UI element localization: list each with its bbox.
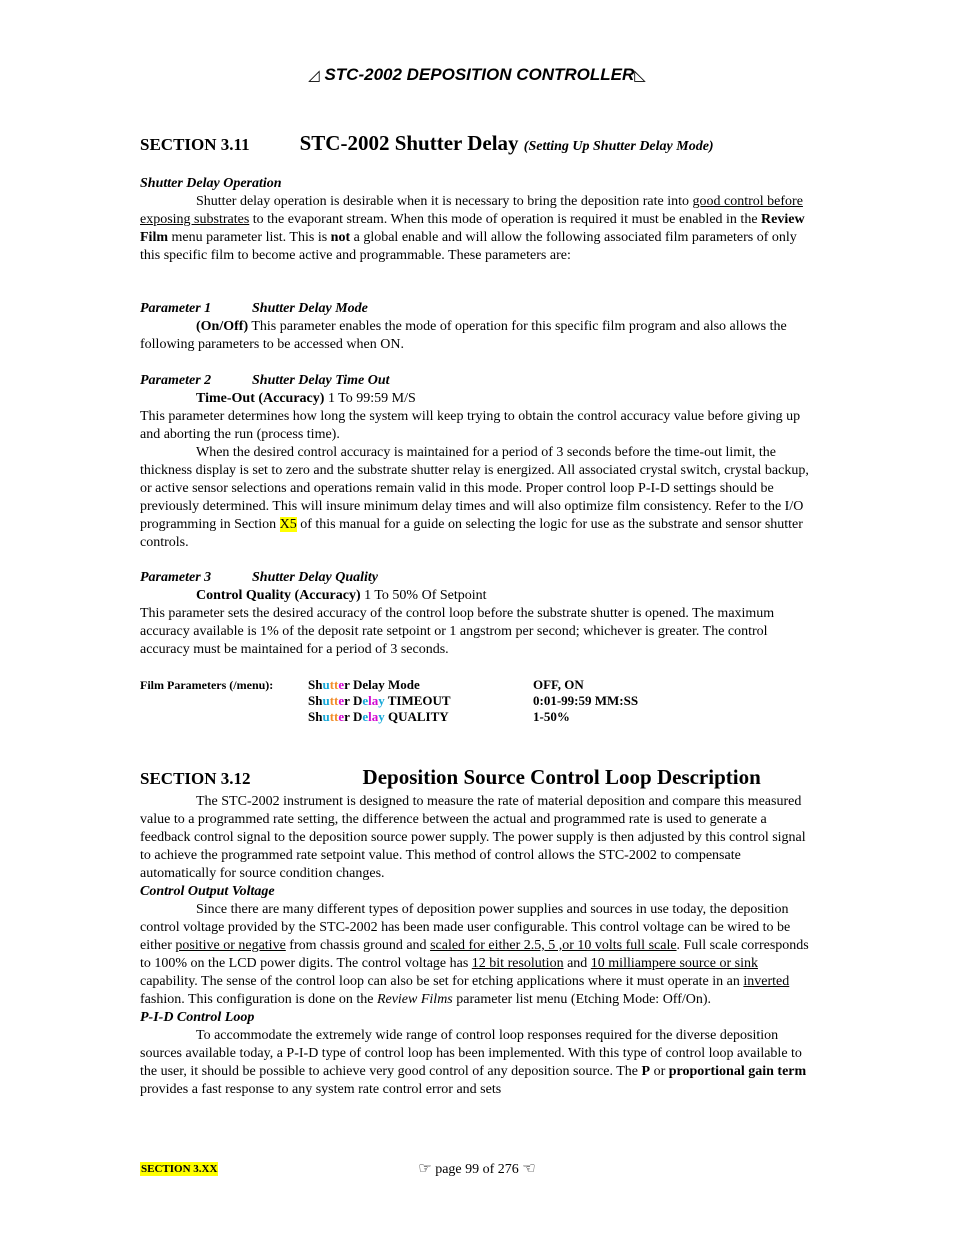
pointing-right-icon: ☞ (418, 1161, 432, 1177)
parameter-heading: Parameter 3 Shutter Delay Quality (140, 570, 379, 585)
subheading: Control Output Voltage (140, 884, 275, 899)
table-row (140, 709, 733, 725)
subheading: Shutter Delay Operation (140, 176, 282, 191)
pointing-left-icon: ☜ (522, 1161, 536, 1177)
section-3-12-body (140, 793, 812, 1099)
film-parameters-table (140, 677, 733, 725)
page-header (0, 66, 954, 85)
pencil-right-icon: ◺ (634, 67, 646, 84)
parameter-2 (140, 372, 812, 552)
shutter-delay-operation (140, 175, 812, 265)
paragraph: Shutter delay operation is desirable when it is necessary to bring the deposition rate into good control before exposing substrates to the evaporant stream. When this mode of operation is required it must be enabled in the Review Film menu parameter list. This is not a global enable and will allow the following associated film parameters of only this specific film to become active and programmable. These parameters are: (140, 194, 805, 263)
table-row (140, 693, 733, 709)
paragraph: When the desired control accuracy is maintained for a period of 3 seconds before the time-out limit, the thickness display is set to zero and the substrate shutter relay is energized. All associated crystal switch, crystal backup, or active sensor selections and operations remain valid in this mode. Proper control loop P-I-D settings should be previously determined. This will insure minimum delay times and will also optimize film consistency. Refer to the I/O programming in Section X5 of this manual for a guide on selecting the logic for use as the substrate and sensor shutter controls. (140, 445, 809, 550)
paragraph: (On/Off) This parameter enables the mode of operation for this specific film program and also allows the following parameters to be accessed when ON. (140, 319, 787, 352)
paragraph: This parameter sets the desired accuracy of the control loop before the substrate shutter is opened. The maximum accuracy available is 1% of the deposit rate setpoint or 1 angstrom per second; whichever is greater. The control accuracy must be maintained for a period of 3 seconds. (140, 606, 775, 657)
parameter-range: Time-Out (Accuracy) 1 To 99:59 M/S (196, 391, 416, 406)
section-title: Deposition Source Control Loop Description (362, 765, 761, 789)
section-3-12-heading (140, 765, 812, 790)
footer-page-number (0, 1160, 954, 1179)
parameter-value: 1-50% (533, 709, 570, 724)
parameter-3 (140, 569, 812, 659)
parameter-value: 0:01-99:59 MM:SS (533, 693, 639, 708)
paragraph: This parameter determines how long the system will keep trying to obtain the control accuracy value before giving up and aborting the run (process time). (140, 409, 801, 442)
paragraph: The STC-2002 instrument is designed to measure the rate of material deposition and compare this measured value to a programmed rate setting, the difference between the actual and programmed rate is used to generate a feedback control signal to the deposition source power supply. The power supply is then adjusted by this control signal to achieve the programmed rate setpoint value. This method of control allows the STC-2002 to compensate automatically for source condition changes. (140, 794, 806, 881)
header-title: STC-2002 DEPOSITION CONTROLLER (324, 65, 635, 84)
parameter-name: Shutter Delay Mode (308, 677, 420, 692)
section-3-11-heading (140, 131, 812, 156)
table-row (140, 677, 733, 693)
parameter-heading: Parameter 2 Shutter Delay Time Out (140, 373, 390, 388)
section-title: STC-2002 Shutter Delay (299, 131, 524, 155)
paragraph: To accommodate the extremely wide range of control loop responses required for the diverse deposition sources available today, a P-I-D type of control loop has been implemented. With this type of control loop available to the user, it should be possible to achieve very good control of any deposition source. The P or proportional gain term provides a fast response to any system rate control error and sets (140, 1028, 807, 1097)
page-number-text: page 99 of 276 (431, 1162, 523, 1177)
parameter-name: Shutter Delay QUALITY (308, 709, 449, 724)
parameter-heading: Parameter 1 Shutter Delay Mode (140, 301, 368, 316)
subheading: P-I-D Control Loop (140, 1010, 255, 1025)
section-subtitle: (Setting Up Shutter Delay Mode) (523, 139, 714, 154)
paragraph: Since there are many different types of deposition power supplies and sources in use today, the deposition control voltage provided by the STC-2002 has been made user configurable. This control voltage can be wired to be either positive or negative from chassis ground and scaled for either 2.5, 5 ,or 10 volts full scale. Full scale corresponds to 100% on the LCD power digits. The control voltage has 12 bit resolution and 10 milliampere source or sink capability. The sense of the control loop can also be set for etching applications where it must operate in an inverted fashion. This configuration is done on the Review Films parameter list menu (Etching Mode: Off/On). (140, 902, 809, 1007)
pencil-left-icon: ◿ (308, 67, 320, 84)
film-parameters-label: Film Parameters (/menu): (140, 678, 274, 692)
section-number: SECTION 3.11 (140, 135, 250, 154)
parameter-value: OFF, ON (533, 677, 584, 692)
section-number: SECTION 3.12 (140, 769, 251, 788)
parameter-1 (140, 300, 812, 354)
footer-section-tag: SECTION 3.XX (141, 1163, 218, 1175)
parameter-name: Shutter Delay TIMEOUT (308, 693, 451, 708)
parameter-range: Control Quality (Accuracy) 1 To 50% Of Setpoint (196, 588, 487, 603)
